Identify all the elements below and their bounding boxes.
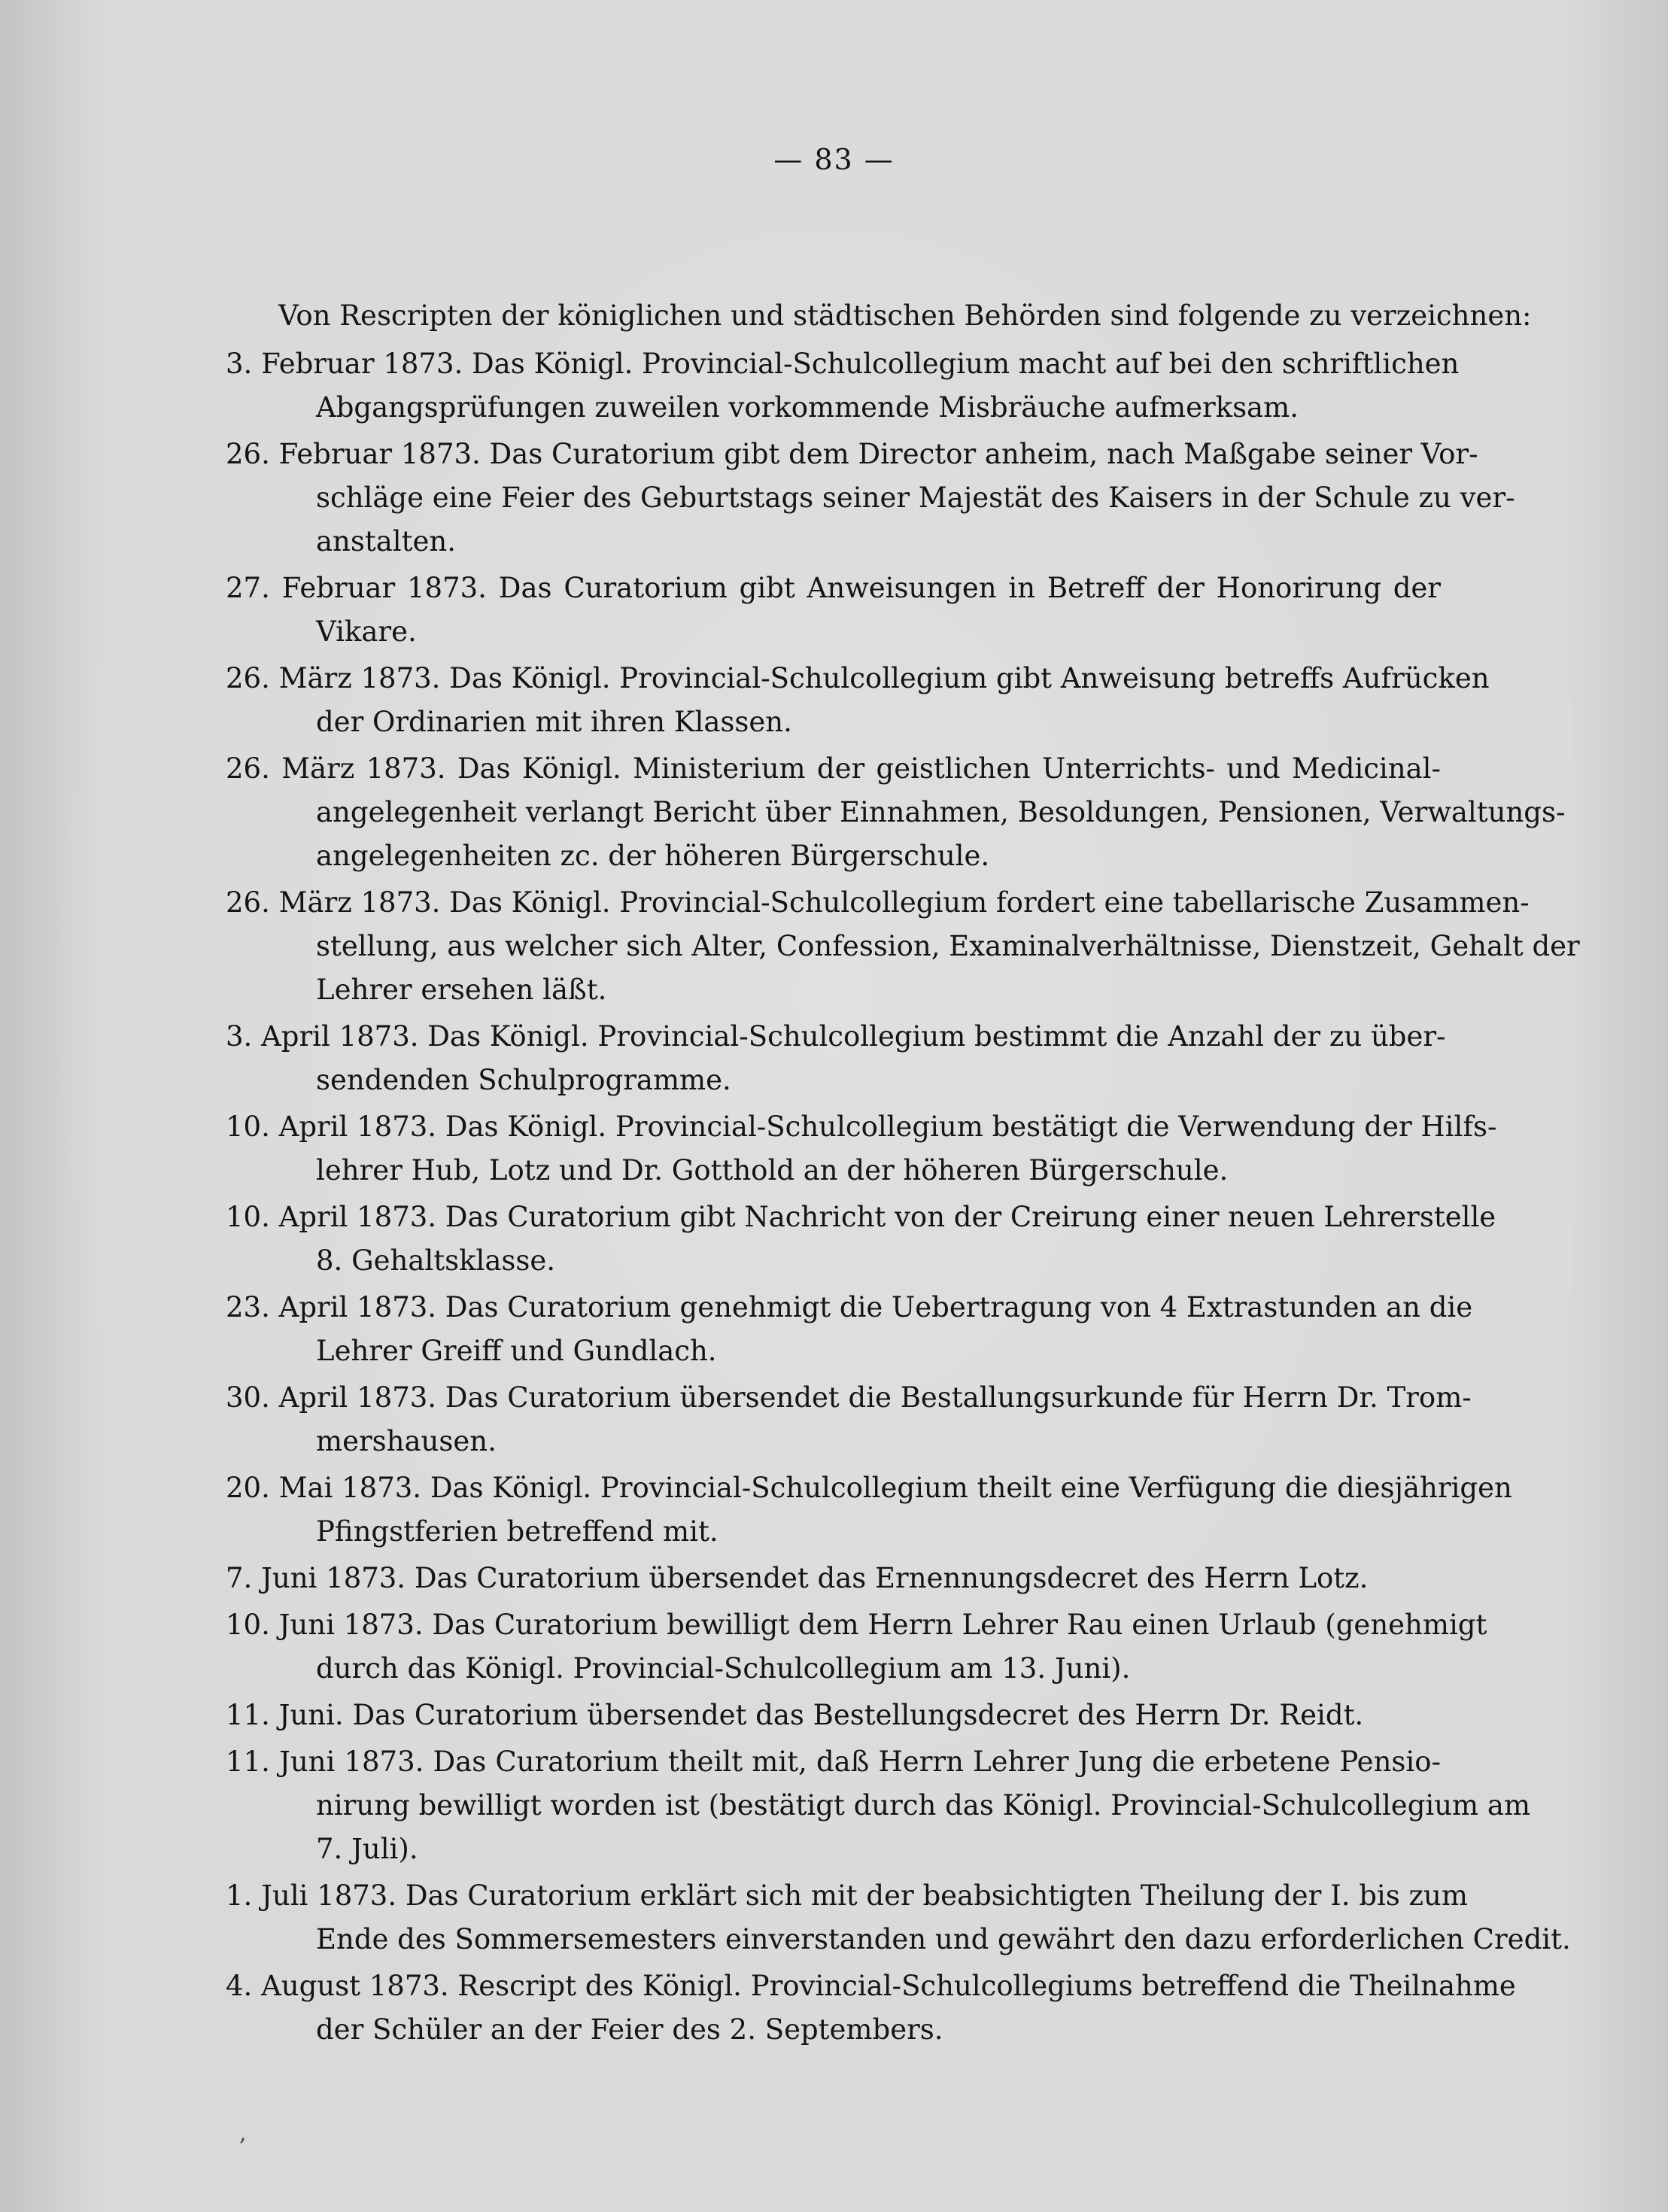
entry-first-line: 11. Juni 1873. Das Curatorium theilt mit, daß Herrn Lehrer Jung die erbetene Pensio- [226,1746,1441,1778]
entry-continuation-line: lehrer Hub, Lotz und Dr. Gotthold an der höheren Bürgerschule. [316,1154,1229,1187]
entry-continuation-line: Vikare. [316,615,417,648]
entry-first-line: 10. April 1873. Das Curatorium gibt Nachricht von der Creirung einer neuen Lehrerstelle [226,1201,1496,1233]
entry-continuation-line: Lehrer Greiff und Gundlach. [316,1335,717,1367]
rescript-entry [0,1603,1668,1691]
entry-first-line: 3. April 1873. Das Königl. Provincial-Schulcollegium bestimmt die Anzahl der zu über- [226,1020,1446,1053]
stray-mark: , [239,2120,247,2147]
entry-continuation-line: der Schüler an der Feier des 2. Septembers. [316,2013,943,2046]
entry-continuation-line: angelegenheit verlangt Bericht über Einnahmen, Besoldungen, Pensionen, Verwaltungs- [316,796,1566,828]
entry-continuation-line: stellung, aus welcher sich Alter, Confession, Examinalverhältnisse, Dienstzeit, Gehalt der [316,930,1580,962]
rescript-entry [0,567,1668,654]
rescript-entry [0,1874,1668,1961]
entry-continuation-line: 7. Juli). [316,1833,418,1865]
intro-line: Von Rescripten der königlichen und städtischen Behörden sind folgende zu verzeichnen: [278,299,1532,332]
entry-continuation-line: durch das Königl. Provincial-Schulcollegium am 13. Juni). [316,1652,1131,1685]
rescript-entry [0,1694,1668,1737]
entry-first-line: 23. April 1873. Das Curatorium genehmigt die Uebertragung von 4 Extrastunden an die [226,1291,1473,1323]
entry-first-line: 10. April 1873. Das Königl. Provincial-Schulcollegium bestätigt die Verwendung der Hilfs- [226,1111,1497,1143]
entry-first-line: 30. April 1873. Das Curatorium übersendet die Bestallungsurkunde für Herrn Dr. Trom- [226,1381,1472,1414]
entry-continuation-line: schläge eine Feier des Geburtstags seiner Majestät des Kaisers in der Schule zu ver- [316,482,1515,514]
entry-continuation-line: anstalten. [316,525,456,558]
entry-continuation-line: Ende des Sommersemesters einverstanden und gewährt den dazu erforderlichen Credit. [316,1923,1571,1955]
rescript-entry [0,342,1668,430]
entry-first-line: 26. März 1873. Das Königl. Provincial-Schulcollegium fordert eine tabellarische Zusammen- [226,886,1530,919]
rescript-entry [0,1015,1668,1102]
rescript-entry [0,881,1668,1012]
entry-first-line: 10. Juni 1873. Das Curatorium bewilligt dem Herrn Lehrer Rau einen Urlaub (genehmigt [226,1609,1487,1641]
entry-continuation-line: 8. Gehaltsklasse. [316,1244,556,1277]
rescript-entry [0,1964,1668,2052]
entry-first-line: 11. Juni. Das Curatorium übersendet das Bestellungsdecret des Herrn Dr. Reidt. [226,1699,1364,1731]
rescript-entry [0,1196,1668,1283]
rescript-entry [0,1105,1668,1193]
entry-continuation-line: sendenden Schulprogramme. [316,1064,731,1096]
rescript-entry [0,1286,1668,1373]
rescript-entry [0,1466,1668,1554]
entry-first-line: 4. August 1873. Rescript des Königl. Provincial-Schulcollegiums betreffend die Theilnahme [226,1970,1516,2002]
entry-first-line: 20. Mai 1873. Das Königl. Provincial-Schulcollegium theilt eine Verfügung die diesjährigen [226,1472,1512,1504]
entry-first-line: 26. März 1873. Das Königl. Ministerium der geistlichen Unterrichts- und Medicinal- [226,752,1441,785]
entry-first-line: 7. Juni 1873. Das Curatorium übersendet das Ernennungsdecret des Herrn Lotz. [226,1562,1369,1594]
entry-first-line: 26. Februar 1873. Das Curatorium gibt dem Director anheim, nach Maßgabe seiner Vor- [226,438,1478,470]
rescript-entry [0,1740,1668,1871]
entry-first-line: 1. Juli 1873. Das Curatorium erklärt sich mit der beabsichtigten Theilung der I. bis zum [226,1879,1468,1912]
entry-continuation-line: Pfingstferien betreffend mit. [316,1515,719,1548]
rescript-entry [0,747,1668,878]
entry-first-line: 27. Februar 1873. Das Curatorium gibt Anweisungen in Betreff der Honorirung der [226,572,1441,604]
entry-first-line: 26. März 1873. Das Königl. Provincial-Schulcollegium gibt Anweisung betreffs Aufrücken [226,662,1490,694]
page-number: — 83 — [773,143,895,176]
entry-first-line: 3. Februar 1873. Das Königl. Provincial-Schulcollegium macht auf bei den schriftlichen [226,348,1460,380]
rescript-entry [0,433,1668,564]
entry-continuation-line: Lehrer ersehen läßt. [316,974,607,1006]
rescript-entry [0,657,1668,744]
entry-continuation-line: mershausen. [316,1425,497,1457]
rescript-entry [0,1557,1668,1600]
entry-continuation-line: angelegenheiten zc. der höheren Bürgerschule. [316,840,990,872]
entry-continuation-line: nirung bewilligt worden ist (bestätigt durch das Königl. Provincial-Schulcollegium am [316,1789,1531,1822]
rescript-entry [0,1376,1668,1463]
rescript-list [0,342,1668,2055]
entry-continuation-line: Abgangsprüfungen zuweilen vorkommende Misbräuche aufmerksam. [316,391,1299,424]
entry-continuation-line: der Ordinarien mit ihren Klassen. [316,706,792,738]
